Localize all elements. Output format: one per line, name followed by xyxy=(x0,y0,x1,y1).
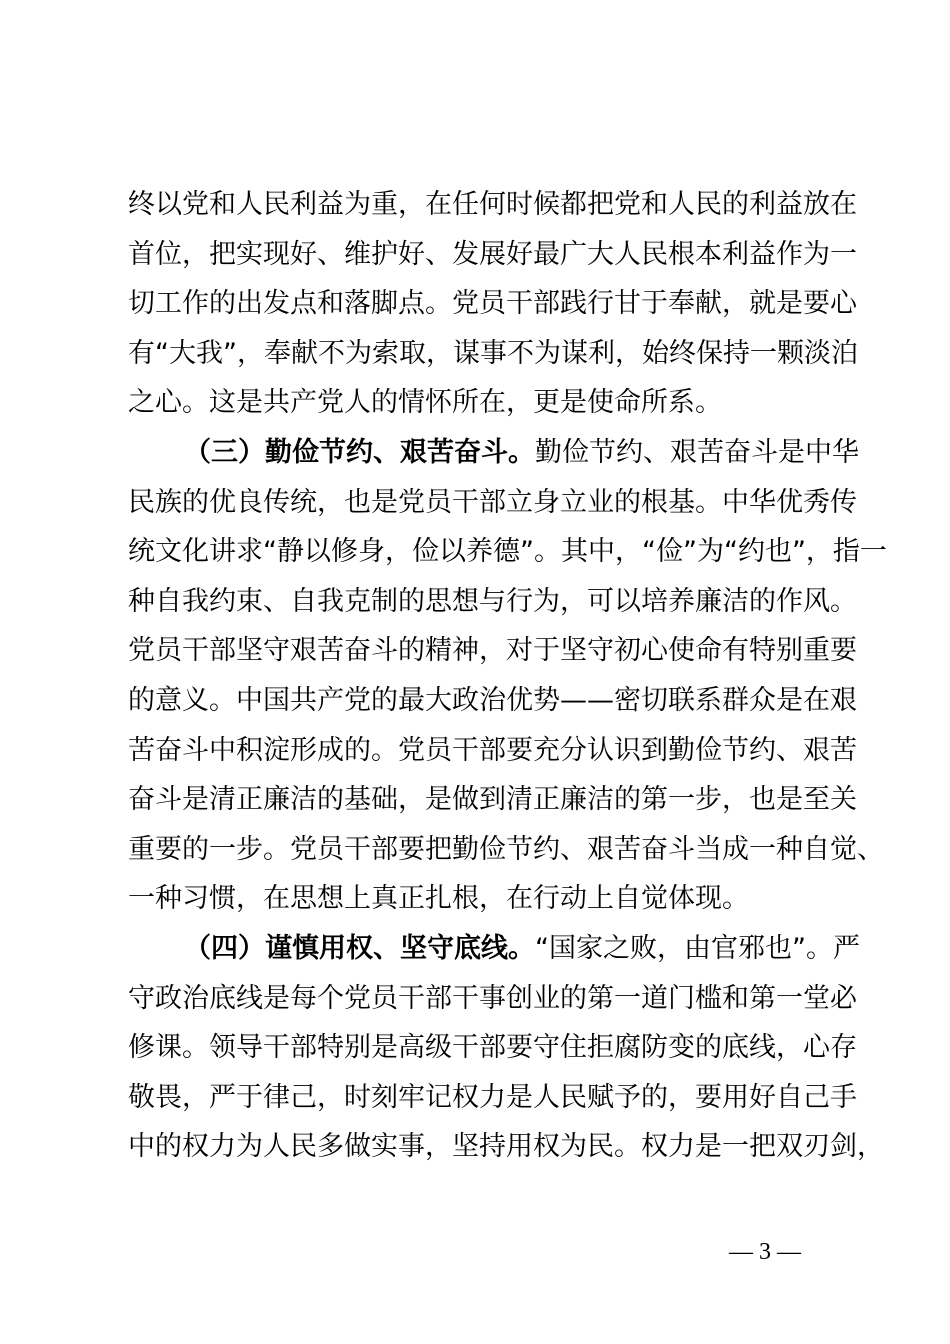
line-text: “国家之败，由官邪也”。严 xyxy=(535,932,860,964)
text-line xyxy=(128,378,833,428)
text-line xyxy=(128,775,857,825)
line-text: 重要的一步。党员干部要把勤俭节约、艰苦奋斗当成一种自觉、 xyxy=(128,833,884,865)
line-text: 统文化讲求“静以修身，俭以养德”。其中，“俭”为“约也”，指一 xyxy=(128,536,887,568)
line-text: 的意义。中国共产党的最大政治优势——密切联系群众是在艰 xyxy=(128,684,857,716)
text-line xyxy=(128,726,857,776)
line-text: 民族的优良传统，也是党员干部立身立业的根基。中华优秀传 xyxy=(128,486,857,518)
line-text: 奋斗是清正廉洁的基础，是做到清正廉洁的第一步，也是至关 xyxy=(128,784,857,816)
text-line xyxy=(128,1122,884,1172)
text-line xyxy=(128,180,857,230)
text-line xyxy=(128,825,884,875)
line-text: 勤俭节约、艰苦奋斗是中华 xyxy=(535,436,859,468)
line-text: 守政治底线是每个党员干部干事创业的第一道门槛和第一堂必 xyxy=(128,982,857,1014)
body-text xyxy=(128,180,887,1172)
text-line xyxy=(128,974,857,1024)
line-text: 有“大我”，奉献不为索取，谋事不为谋利，始终保持一颗淡泊 xyxy=(128,337,858,369)
text-line xyxy=(128,329,858,379)
section-heading: （三）勤俭节约、艰苦奋斗。 xyxy=(184,436,535,468)
line-text: 种自我约束、自我克制的思想与行为，可以培养廉洁的作风。 xyxy=(128,585,857,617)
text-line xyxy=(128,527,887,577)
line-text: 切工作的出发点和落脚点。党员干部践行甘于奉献，就是要心 xyxy=(128,288,857,320)
section-heading-line xyxy=(128,924,860,974)
line-text: 修课。领导干部特别是高级干部要守住拒腐防变的底线，心存 xyxy=(128,1032,857,1064)
line-text: 之心。这是共产党人的情怀所在，更是使命所系。 xyxy=(128,387,722,419)
section-heading: （四）谨慎用权、坚守底线。 xyxy=(184,932,535,964)
section-heading-line xyxy=(128,428,859,478)
text-line xyxy=(128,1073,857,1123)
text-line xyxy=(128,577,857,627)
line-text: 首位，把实现好、维护好、发展好最广大人民根本利益作为一 xyxy=(128,238,857,270)
line-text: 党员干部坚守艰苦奋斗的精神，对于坚守初心使命有特别重要 xyxy=(128,635,857,667)
line-text: 终以党和人民利益为重，在任何时候都把党和人民的利益放在 xyxy=(128,189,857,220)
text-line xyxy=(128,478,857,528)
line-text: 苦奋斗中积淀形成的。党员干部要充分认识到勤俭节约、艰苦 xyxy=(128,734,857,766)
text-line xyxy=(128,279,857,329)
line-text: 中的权力为人民多做实事，坚持用权为民。权力是一把双刃剑， xyxy=(128,1131,884,1163)
text-line xyxy=(128,626,857,676)
text-line xyxy=(128,1023,857,1073)
line-text: 敬畏，严于律己，时刻牢记权力是人民赋予的，要用好自己手 xyxy=(128,1081,857,1113)
text-line xyxy=(128,230,857,280)
page-number: — 3 — xyxy=(729,1239,801,1265)
text-line xyxy=(128,874,833,924)
text-line xyxy=(128,676,857,726)
line-text: 一种习惯，在思想上真正扎根，在行动上自觉体现。 xyxy=(128,883,749,915)
